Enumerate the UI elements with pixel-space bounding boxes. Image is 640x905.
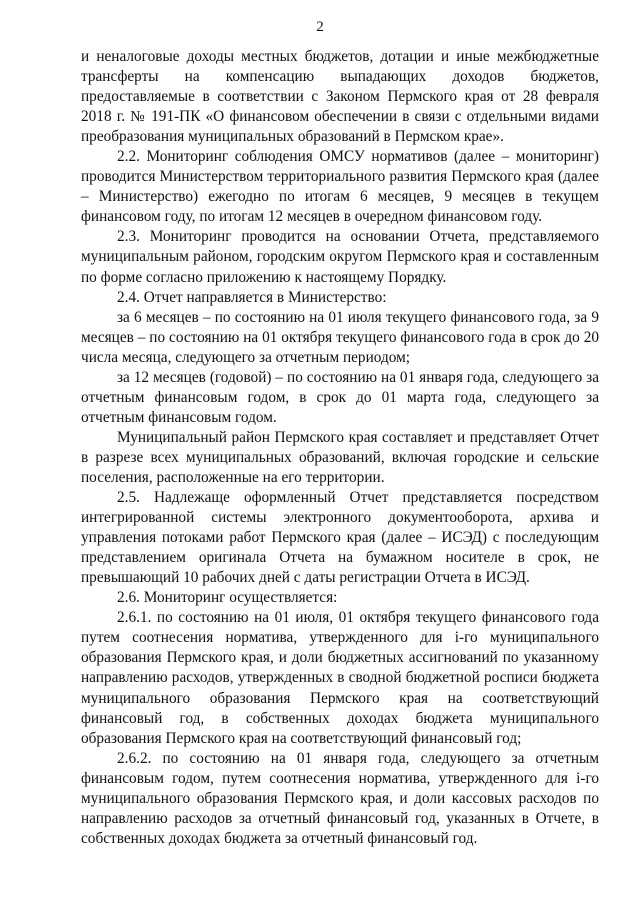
paragraph-2-6-1: 2.6.1. по состоянию на 01 июля, 01 октября текущего финансового года путем соотнесения норматива, утвержденного для i-го муниципального образования Пермского края, и доли бюджетных ассигнований по указанному направлению расходов, утвержденных в сводной бюджетной росписи бюджета муниципального образования Пермского края на соответствующий финансовый год, в собственных доходах бюджета муниципального образования Пермского края на соответствующий финансовый год; <box>81 609 599 747</box>
paragraph-2-6-2: 2.6.2. по состоянию на 01 января года, следующего за отчетным финансовым годом, путем соотнесения норматива, утвержденного для i-го муниципального образования Пермского края, и доли кассовых расходов по направлению расходов за отчетный финансовый год, указанных в Отчете, в собственных доходах бюджета за отчетный финансовый год. <box>81 749 599 847</box>
paragraph-2-6: 2.6. Мониторинг осуществляется: <box>117 589 338 607</box>
paragraph-2-2: 2.2. Мониторинг соблюдения ОМСУ нормативов (далее – мониторинг) проводится Министерством территориального развития Пермского края (далее – Министерство) ежегодно по итогам 6 месяцев, 9 месяцев в текущем финансовом году, по итогам 12 месяцев в очередном финансовом году. <box>81 148 599 226</box>
document-body <box>81 47 599 849</box>
paragraph-2-4: 2.4. Отчет направляется в Министерство: <box>117 288 387 306</box>
paragraph-municipal-district: Муниципальный район Пермского края составляет и представляет Отчет в разрезе всех муниципальных образований, включая городские и сельские поселения, расположенные на его территории. <box>81 428 599 486</box>
paragraph-2-4-twelve-months: за 12 месяцев (годовой) – по состоянию на 01 января года, следующего за отчетным финансовым годом, в срок до 01 марта года, следующего за отчетным финансовым годом. <box>81 368 599 426</box>
page-number: 2 <box>316 19 324 35</box>
paragraph-2-5: 2.5. Надлежаще оформленный Отчет представляется посредством интегрированной системы электронного документооборота, архива и управления потоками работ Пермского края (далее – ИСЭД) с последующим представлением оригинала Отчета на бумажном носителе в срок, не превышающий 10 рабочих дней с даты регистрации Отчета в ИСЭД. <box>81 489 599 587</box>
paragraph-2-3: 2.3. Мониторинг проводится на основании Отчета, представляемого муниципальным районом, городским округом Пермского края и составленным по форме согласно приложению к настоящему Порядку. <box>81 228 599 286</box>
paragraph-2-4-six-nine-months: за 6 месяцев – по состоянию на 01 июля текущего финансового года, за 9 месяцев – по состоянию на 01 октября текущего финансового года в срок до 20 числа месяца, следующего за отчетным периодом; <box>81 308 599 366</box>
paragraph-continuation: и неналоговые доходы местных бюджетов, дотации и иные межбюджетные трансферты на компенсацию выпадающих доходов бюджетов, предоставляемые в соответствии с Законом Пермского края от 28 февраля 2018 г. № 191-ПК «О финансовом обеспечении в связи с отдельными видами преобразования муниципальных образований в Пермском крае». <box>81 48 599 146</box>
